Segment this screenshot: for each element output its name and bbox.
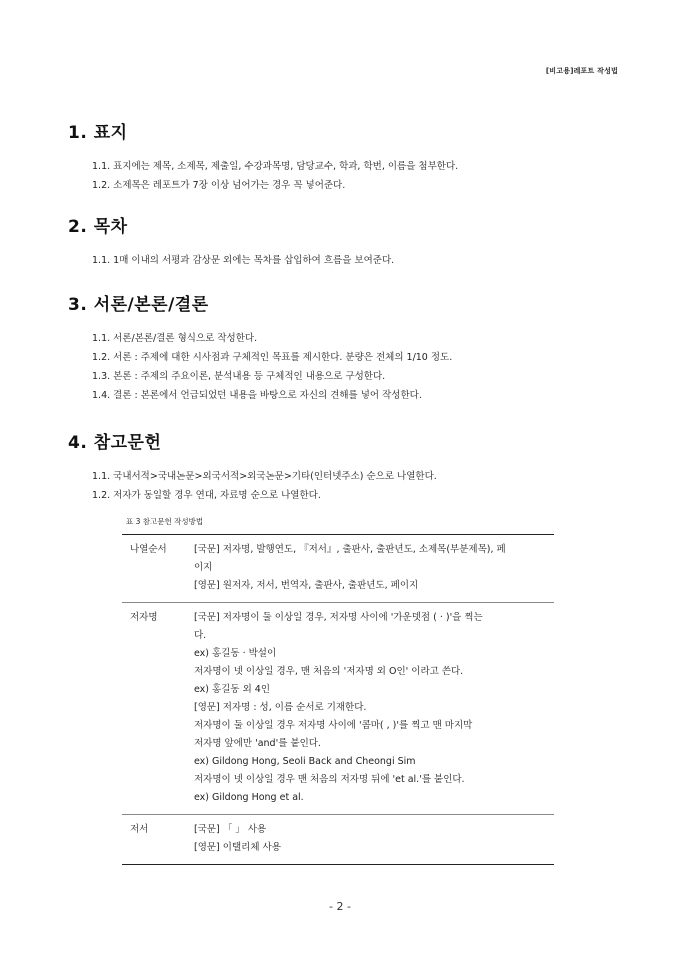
section-title: 4. 참고문헌 — [68, 433, 162, 453]
section-toc — [68, 212, 620, 270]
row-content — [190, 815, 554, 865]
content-line: ex) 홍길동 · 박설이 — [194, 648, 277, 659]
section-title: 2. 목차 — [68, 217, 128, 237]
table-caption: 표 3 참고문헌 작성방법 — [126, 517, 204, 526]
list-item: 1.1. 표지에는 제목, 소제목, 제출일, 수강과목명, 담당교수, 학과, 학번, 이름을 첨부한다. — [92, 161, 459, 172]
list-item: 1.3. 본론 : 주제의 주요이론, 분석내용 등 구체적인 내용으로 구성한다. — [92, 371, 386, 382]
row-label: 나열순서 — [122, 535, 190, 603]
list-item: 1.2. 저자가 동일할 경우 연대, 자료명 순으로 나열한다. — [92, 490, 321, 501]
row-label: 저자명 — [122, 603, 190, 815]
content-line: ex) Gildong Hong et al. — [194, 792, 304, 803]
section-references — [68, 428, 620, 505]
page-number: - 2 - — [329, 900, 351, 913]
section-body — [68, 290, 620, 405]
content-line: [국문] 저자명이 둘 이상일 경우, 저자명 사이에 '가운뎃점 ( · )'을 찍는 — [194, 612, 483, 623]
content-line: [국문] 「 」 사용 — [194, 824, 267, 835]
content-line: [영문] 이탤리체 사용 — [194, 842, 281, 853]
content-line: ex) 홍길동 외 4인 — [194, 684, 270, 695]
content-line: 저자명이 둘 이상일 경우 저자명 사이에 '콤마( , )'를 찍고 맨 마지막 — [194, 720, 473, 731]
running-header: [비고용]레포트 작성법 — [545, 67, 618, 75]
content-line: [국문] 저자명, 발행연도, 『저서』, 출판사, 출판년도, 소제목(부분제목), 페 — [194, 544, 506, 555]
table-row — [122, 535, 554, 603]
list-item: 1.2. 서론 : 주제에 대한 시사점과 구체적인 목표를 제시한다. 분량은 전체의 1/10 정도. — [92, 352, 453, 363]
section-title: 1. 표지 — [68, 123, 128, 143]
content-line: [영문] 원저자, 저서, 번역자, 출판사, 출판년도, 페이지 — [194, 580, 419, 591]
row-content — [190, 603, 554, 815]
row-content — [190, 535, 554, 603]
list-item: 1.1. 국내서적>국내논문>외국서적>외국논문>기타(인터넷주소) 순으로 나열한다. — [92, 471, 437, 482]
table-row — [122, 603, 554, 815]
content-line: [영문] 저자명 : 성, 이름 순서로 기재한다. — [194, 702, 367, 713]
table-row — [122, 815, 554, 865]
content-line: ex) Gildong Hong, Seoli Back and Cheongi Sim — [194, 756, 416, 767]
content-line: 이지 — [194, 562, 213, 573]
section-cover — [68, 118, 620, 195]
list-item: 1.1. 1매 이내의 서평과 감상문 외에는 목차를 삽입하여 흐름을 보여준다. — [92, 255, 395, 266]
content-line: 다. — [194, 630, 207, 641]
list-item: 1.1. 서론/본론/결론 형식으로 작성한다. — [92, 333, 258, 344]
reference-table — [122, 534, 554, 865]
row-label: 저서 — [122, 815, 190, 865]
content-line: 저자명이 넷 이상일 경우 맨 처음의 저자명 뒤에 'et al.'를 붙인다. — [194, 774, 465, 785]
section-title: 3. 서론/본론/결론 — [68, 295, 209, 315]
content-line: 저자명이 넷 이상일 경우, 맨 처음의 '저자명 외 O인' 이라고 쓴다. — [194, 666, 464, 677]
list-item: 1.2. 소제목은 레포트가 7장 이상 넘어가는 경우 꼭 넣어준다. — [92, 180, 346, 191]
content-line: 저자명 앞에만 'and'를 붙인다. — [194, 738, 321, 749]
list-item: 1.4. 결론 : 본론에서 언급되었던 내용을 바탕으로 자신의 견해를 넣어 작성한다. — [92, 390, 422, 401]
